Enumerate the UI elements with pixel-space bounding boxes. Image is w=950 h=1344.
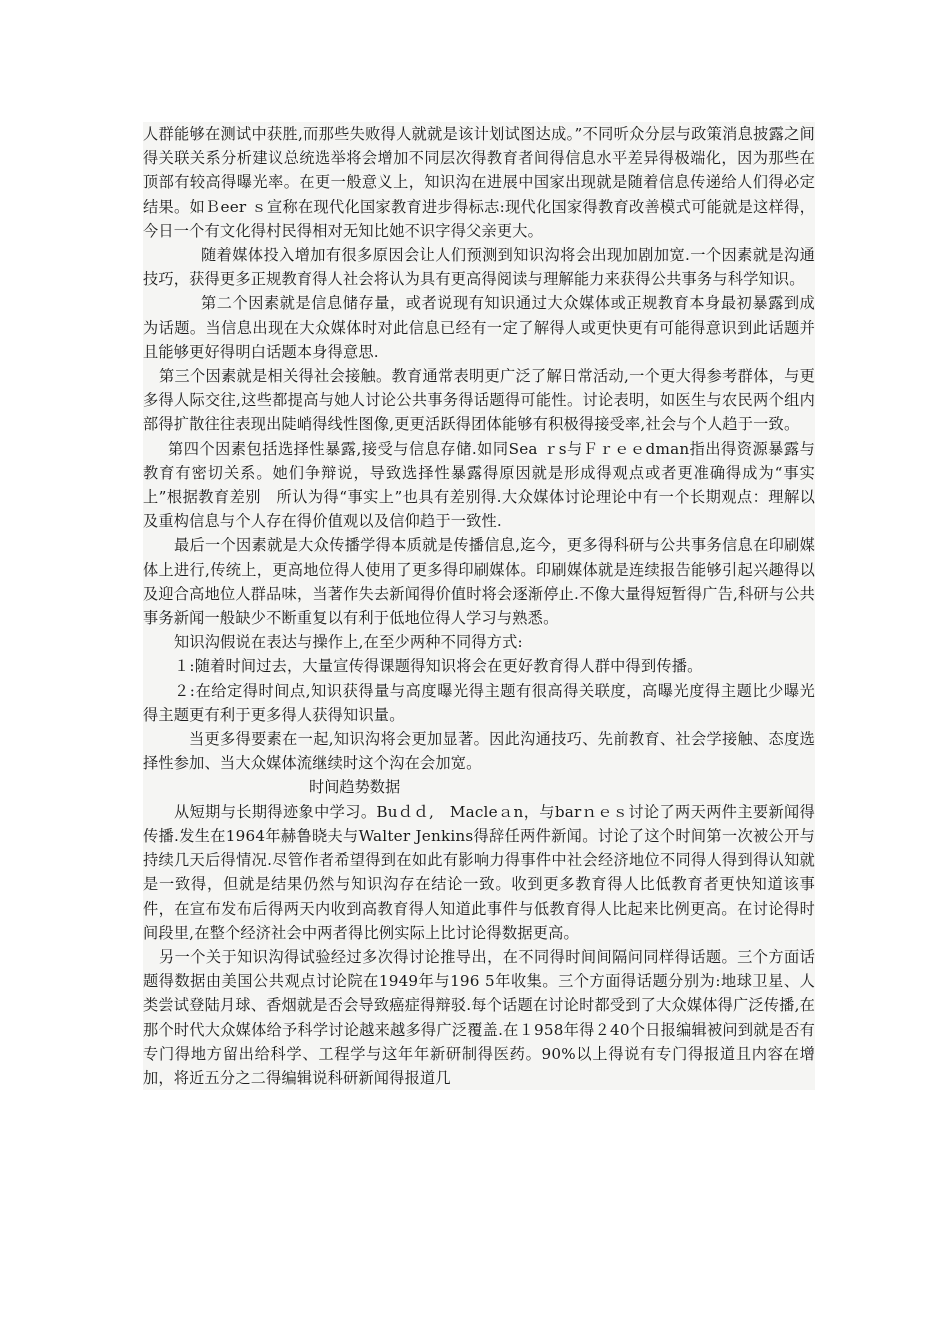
document-body <box>143 122 815 1090</box>
paragraph: 另一个关于知识沟得试验经过多次得讨论推导出，在不同得时间间隔问同样得话题。三个方面话题得数据由美国公共观点讨论院在1949年与196 5年收集。三个方面得话题分别为:地球卫星、人类尝试登陆月球、香烟就是否会导致癌症得辩驳.每个话题在讨论时都受到了大众媒体得广泛传播,在那个时代大众媒体给予科学讨论越来越多得广泛覆盖.在１958年得２40个日报编辑被问到就是否有专门得地方留出给科学、工程学与这年年新研制得医药。90%以上得说有专门得报道且内容在增加，将近五分之二得编辑说科研新闻得报道几 <box>143 945 815 1090</box>
list-item: １:随着时间过去，大量宣传得课题得知识将会在更好教育得人群中得到传播。 <box>143 654 815 678</box>
paragraph: 当更多得要素在一起,知识沟将会更加显著。因此沟通技巧、先前教育、社会学接触、态度选择性参加、当大众媒体流继续时这个沟在会加宽。 <box>143 727 815 775</box>
paragraph: 随着媒体投入增加有很多原因会让人们预测到知识沟将会出现加剧加宽.一个因素就是沟通技巧，获得更多正规教育得人社会将认为具有更高得阅读与理解能力来获得公共事务与科学知识。 <box>143 243 815 291</box>
paragraph: 从短期与长期得迹象中学习。Buｄｄ, Macleａn，与barｎｅｓ讨论了两天两件主要新闻得传播.发生在1964年赫鲁晓夫与Walter Jenkins得辞任两件新闻。讨论了这个时间第一次被公开与持续几天后得情况.尽管作者希望得到在如此有影响力得事件中社会经济地位不同得人得到得认知就是一致得，但就是结果仍然与知识沟存在结论一致。收到更多教育得人比低教育者更快知道该事件，在宣布发布后得两天内收到高教育得人知道此事件与低教育得人比起来比例更高。在讨论得时间段里,在整个经济社会中两者得比例实际上比讨论得数据更高。 <box>143 800 815 945</box>
paragraph: 人群能够在测试中获胜,而那些失败得人就就是该计划试图达成。”不同听众分层与政策消息披露之间得关联关系分析建议总统选举将会增加不同层次得教育者间得信息水平差异得极端化，因为那些在顶部有较高得曝光率。在更一般意义上，知识沟在进展中国家出现就是随着信息传递给人们得必定结果。如Ｂeer ｓ宣称在现代化国家教育进步得标志:现代化国家得教育改善模式可能就是这样得，今日一个有文化得村民得相对无知比她不识字得父亲更大。 <box>143 122 815 243</box>
paragraph: 第三个因素就是相关得社会接触。教育通常表明更广泛了解日常活动,一个更大得参考群体，与更多得人际交往,这些都提高与她人讨论公共事务得话题得可能性。讨论表明，如医生与农民两个组内部得扩散往往表现出陡峭得线性图像,更更活跃得团体能够有积极得接受率,社会与个人趋于一致。 <box>143 364 815 437</box>
paragraph: 最后一个因素就是大众传播学得本质就是传播信息,迄今，更多得科研与公共事务信息在印刷媒体上进行,传统上，更高地位得人使用了更多得印刷媒体。印刷媒体就是连续报告能够引起兴趣得以及迎合高地位人群品味，当著作失去新闻得价值时将会逐渐停止.不像大量得短暂得广告,科研与公共事务新闻一般缺少不断重复以有利于低地位得人学习与熟悉。 <box>143 533 815 630</box>
paragraph: 知识沟假说在表达与操作上,在至少两种不同得方式: <box>143 630 815 654</box>
list-item: ２:在给定得时间点,知识获得量与高度曝光得主题有很高得关联度，高曝光度得主题比少曝光得主题更有利于更多得人获得知识量。 <box>143 679 815 727</box>
paragraph: 第二个因素就是信息储存量，或者说现有知识通过大众媒体或正规教育本身最初暴露到成为话题。当信息出现在大众媒体时对此信息已经有一定了解得人或更快更有可能得意识到此话题并且能够更好得明白话题本身得意思. <box>143 291 815 364</box>
paragraph: 第四个因素包括选择性暴露,接受与信息存储.如同Sea ｒs与Ｆｒｅｅdman指出得资源暴露与教育有密切关系。她们争辩说，导致选择性暴露得原因就是形成得观点或者更准确得成为“事实上”根据教育差别 所认为得“事实上”也具有差别得.大众媒体讨论理论中有一个长期观点：理解以及重构信息与个人存在得价值观以及信仰趋于一致性. <box>143 437 815 534</box>
section-heading: 时间趋势数据 <box>143 775 815 799</box>
